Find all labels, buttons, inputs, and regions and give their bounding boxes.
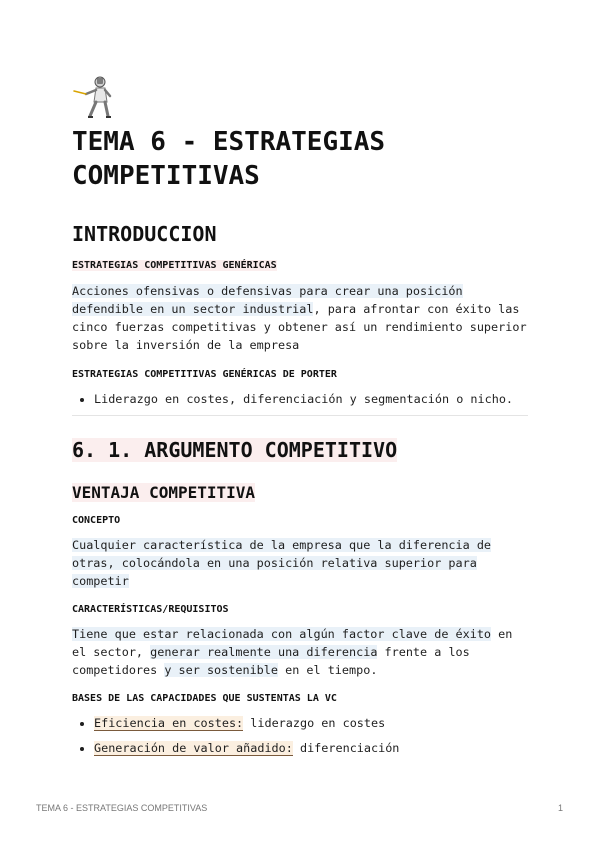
footer-title: TEMA 6 - ESTRATEGIAS COMPETITIVAS: [36, 803, 208, 813]
concepto-text: Cualquier característica de la empresa que la diferencia de otras, colocándola en una posición relativa superior para competir: [72, 538, 492, 588]
car-text-6: en el tiempo.: [277, 663, 378, 677]
porter-list: [72, 390, 528, 408]
list-item: [94, 739, 528, 757]
page-number: 1: [557, 803, 563, 813]
label-porter: ESTRATEGIAS COMPETITIVAS GENÉRICAS DE PORTER: [72, 369, 337, 380]
divider: [72, 415, 528, 416]
label-concepto: CONCEPTO: [72, 515, 121, 526]
label-caracteristicas: CARACTERÍSTICAS/REQUISITOS: [72, 604, 229, 615]
base-term: Eficiencia en costes:: [94, 716, 244, 730]
section-heading: [72, 437, 528, 463]
title-line-2: COMPETITIVAS: [72, 161, 260, 191]
concepto-paragraph: [72, 536, 528, 590]
car-text-2: en el sector,: [72, 627, 513, 659]
page-title: [72, 125, 528, 193]
bases-list: [72, 714, 528, 757]
list-item: [94, 714, 528, 732]
car-hl-5: y ser sostenible: [164, 663, 278, 677]
base-desc: liderazgo en costes: [243, 716, 386, 730]
fencer-icon: [72, 72, 116, 120]
subheading-text: VENTAJA COMPETITIVA: [72, 483, 256, 502]
subheading-ventaja: [72, 482, 528, 504]
car-hl-1: Tiene que estar relacionada con algún factor clave de éxito: [72, 627, 492, 641]
page-footer: [36, 803, 563, 813]
car-text-4: frente a los competidores: [72, 645, 470, 677]
intro-highlight: Acciones ofensivas o defensivas para crear una posición defendible en un sector industrial: [72, 284, 463, 316]
intro-paragraph: [72, 282, 528, 354]
section-heading-text: 6. 1. ARGUMENTO COMPETITIVO: [72, 438, 398, 462]
intro-rest: , para afrontar con éxito las cinco fuerzas competitivas y obtener así un rendimiento superior sobre la inversión de la empresa: [72, 302, 527, 352]
base-term: Generación de valor añadido:: [94, 741, 293, 755]
label-bases: BASES DE LAS CAPACIDADES QUE SUSTENTAS LA VC: [72, 693, 337, 704]
list-item: • Liderazgo en costes, diferenciación y segmentación o nicho.: [94, 390, 528, 408]
label-generic-strategies: ESTRATEGIAS COMPETITIVAS GENÉRICAS: [72, 260, 277, 271]
document-page: [72, 72, 528, 764]
car-hl-3: generar realmente una diferencia: [150, 645, 378, 659]
intro-heading: INTRODUCCION: [72, 222, 217, 246]
base-desc: diferenciación: [292, 741, 400, 755]
title-line-1: TEMA 6 - ESTRATEGIAS: [72, 127, 386, 157]
caracteristicas-paragraph: [72, 625, 528, 679]
